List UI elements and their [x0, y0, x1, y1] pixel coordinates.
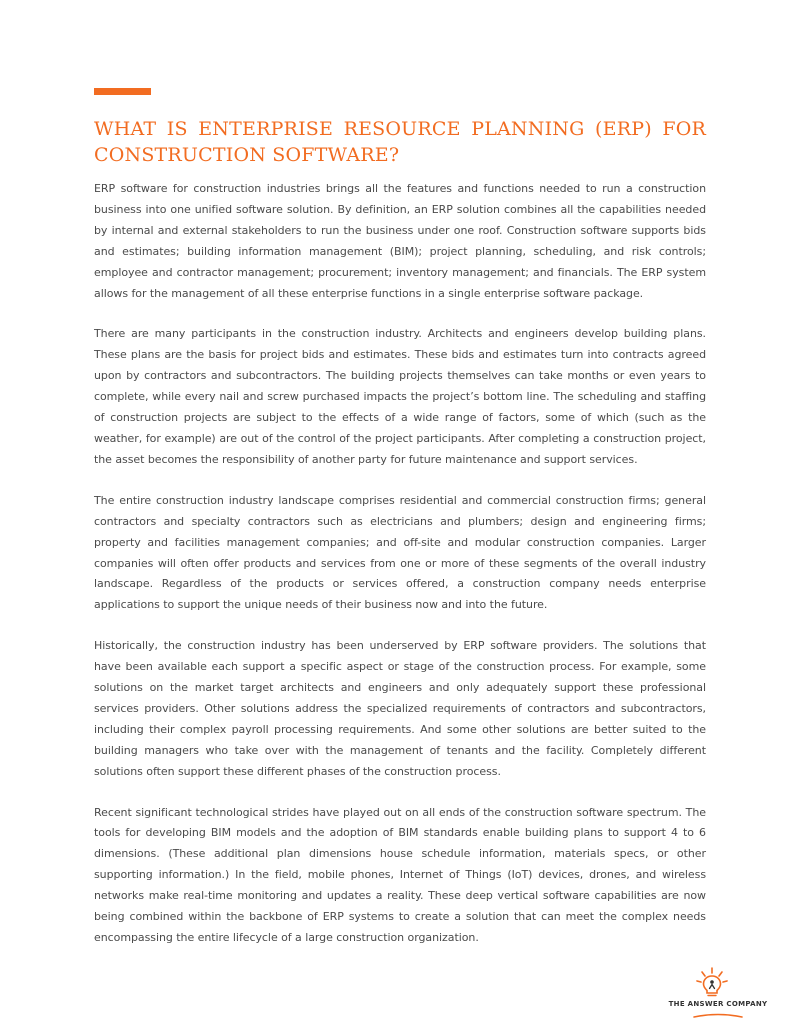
document-body [94, 179, 706, 969]
company-logo [656, 966, 780, 1022]
paragraph-technology: Recent significant technological strides have played out on all ends of the construction software spectrum. The tools for developing BIM models and the adoption of BIM standards enable building plans to support 4 to 6 dimensions. (These additional plan dimensions house schedule information, materials specs, or other supporting information.) In the field, mobile phones, Internet of Things (IoT) devices, drones, and wireless networks make real-time monitoring and updates a reality. These deep vertical software capabilities are now being combined within the backbone of ERP systems to create a solution that can meet the complex needs encompassing the entire lifecycle of a large construction organization. [94, 805, 706, 944]
paragraph-erp-definition: ERP software for construction industries brings all the features and functions needed to run a construction business into one unified software solution. By definition, an ERP solution combines all the capabilities needed by internal and external stakeholders to run the business under one roof. Construction software supports bids and estimates; building information management (BIM); project planning, scheduling, and risk controls; employee and contractor management; procurement; inventory management; and financials. The ERP system allows for the management of all these enterprise functions in a single enterprise software package. [94, 182, 706, 300]
lightbulb-icon [690, 966, 734, 1000]
page-title: WHAT IS ENTERPRISE RESOURCE PLANNING (ERP) FOR CONSTRUCTION SOFTWARE? [94, 118, 706, 166]
paragraph-industry-participants: There are many participants in the construction industry. Architects and engineers develop building plans. These plans are the basis for project bids and estimates. These bids and estimates turn into contracts agreed upon by contractors and subcontractors. The building projects themselves can take months or even years to complete, while every nail and screw purchased impacts the project’s bottom line. The scheduling and staffing of construction projects are subject to the effects of a wide range of factors, some of which (such as the weather, for example) are out of the control of the project participants. After completing a construction project, the asset becomes the responsibility of another party for future maintenance and support services. [94, 327, 706, 466]
logo-wordmark: THE ANSWER COMPANY [668, 1000, 768, 1008]
accent-bar [94, 88, 151, 95]
paragraph-industry-landscape: The entire construction industry landscape comprises residential and commercial construction firms; general contractors and specialty contractors such as electricians and plumbers; design and engineering firms; property and facilities management companies; and off-site and modular construction companies. Larger companies will often offer products and services from one or more of these segments of the overall industry landscape. Regardless of the products or services offered, a construction company needs enterprise applications to support the unique needs of their business now and into the future. [94, 493, 706, 612]
logo-swoosh [692, 1012, 744, 1020]
paragraph-history: Historically, the construction industry has been underserved by ERP software providers. The solutions that have been available each support a specific aspect or stage of the construction process. For example, some solutions on the market target architects and engineers and only adequately support these professional services providers. Other solutions address the specialized requirements of contractors and subcontractors, including their complex payroll processing requirements. And some other solutions are better suited to the building managers who take over with the management of tenants and the facility. Completely different solutions often support these different phases of the construction process. [94, 639, 706, 778]
